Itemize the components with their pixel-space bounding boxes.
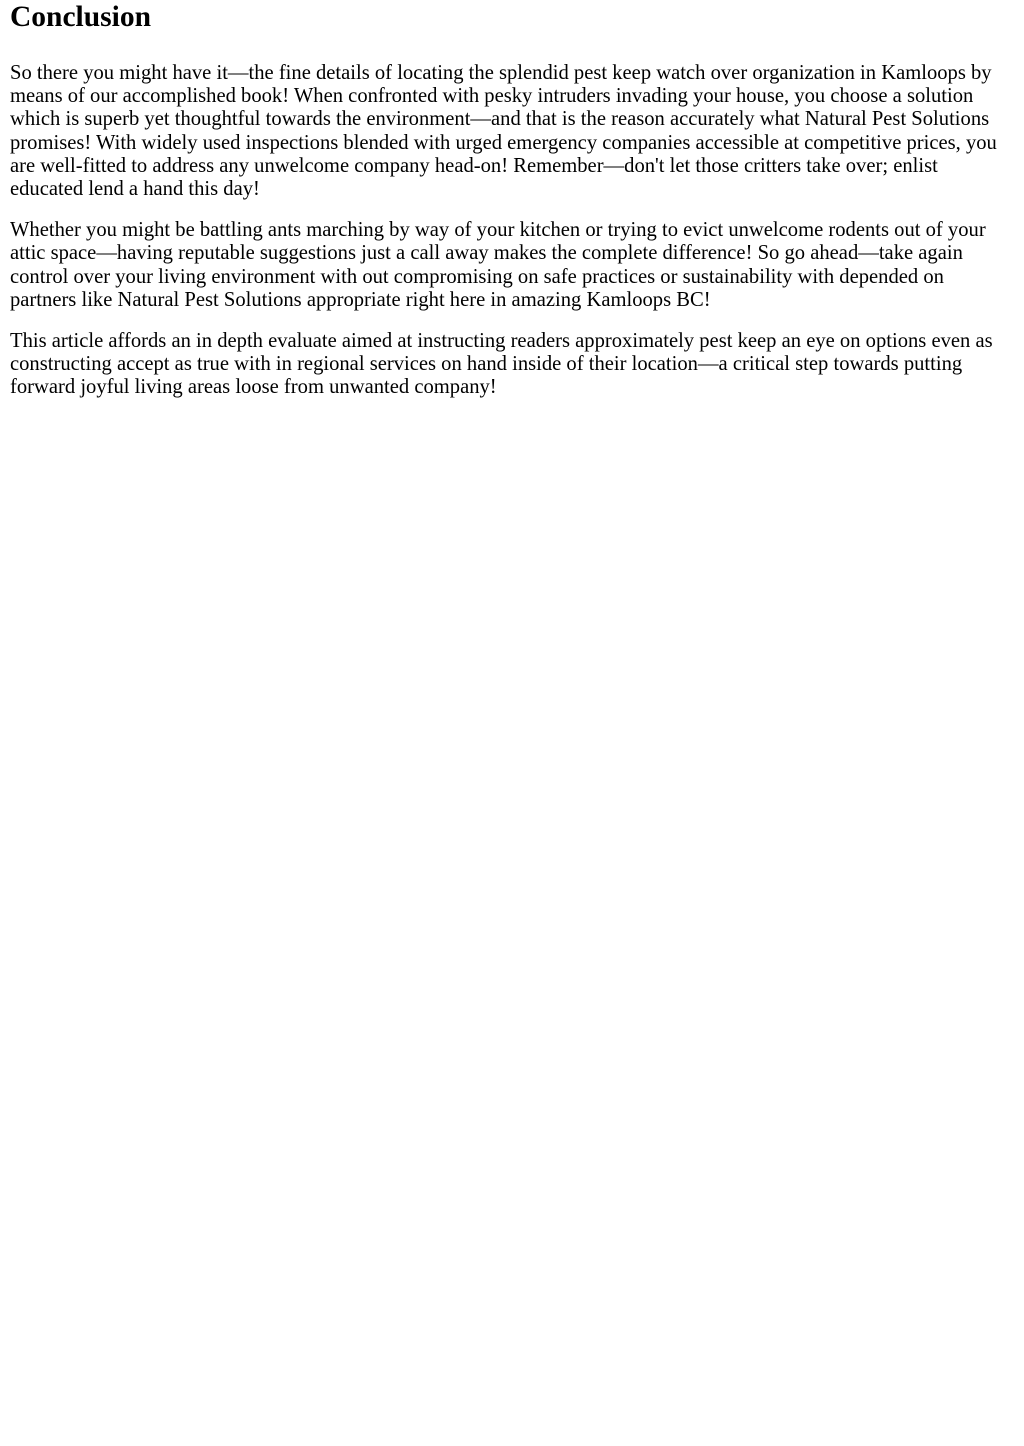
- paragraph-expert-advice: Whether you might be battling ants marching by way of your kitchen or trying to evict unwelcome rodents out of your attic space—having reputable suggestions just a call away makes the complete difference! So go ahead—take again control over your living environment with out compromising on safe practices or sustainability with depended on partners like Natural Pest Solutions appropriate right here in amazing Kamloops BC!: [10, 219, 986, 311]
- paragraph-conclusion-intro: So there you might have it—the fine details of locating the splendid pest keep watch over organization in Kamloops by means of our accomplished book! When confronted with pesky intruders invading your house, you choose a solution which is superb yet thoughtful towards the environment—and that is the reason accurately what Natural Pest Solutions promises! With widely used inspections blended with urged emergency companies accessible at competitive prices, you are well-fitted to address any unwelcome company head-on! Remember—don't let those critters take over; enlist educated lend a hand this day!: [10, 62, 997, 201]
- paragraph-article-summary: This article affords an in depth evaluate aimed at instructing readers approximately pest keep an eye on options even as constructing accept as true with in regional services on hand inside of their location—a critical step towards putting forward joyful living areas loose from unwanted company!: [10, 330, 993, 399]
- document-page: [0, 0, 1024, 400]
- section-heading: Conclusion: [10, 1, 151, 33]
- article-body: [10, 62, 1012, 400]
